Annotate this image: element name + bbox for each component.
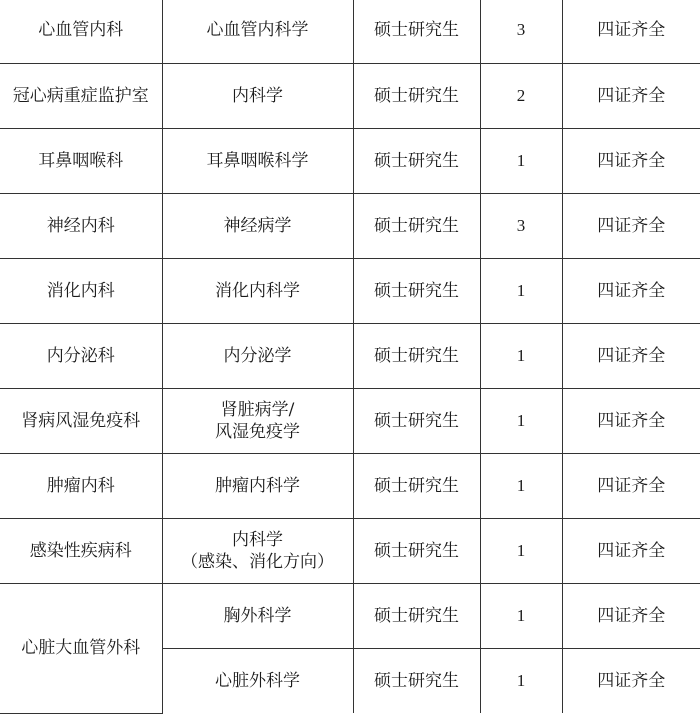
major-cell: 肿瘤内科学 (162, 453, 353, 518)
education-cell: 硕士研究生 (353, 648, 480, 713)
table-row (0, 453, 700, 518)
major-line: （感染、消化方向） (181, 551, 334, 572)
dept-cell: 耳鼻咽喉科 (0, 128, 162, 193)
count-cell: 1 (480, 258, 562, 323)
major-cell: 内科学 (162, 63, 353, 128)
table-row (0, 518, 700, 583)
dept-cell: 心脏大血管外科 (0, 583, 162, 713)
major-cell (162, 388, 353, 453)
table-row (0, 128, 700, 193)
dept-cell: 冠心病重症监护室 (0, 63, 162, 128)
dept-cell: 肿瘤内科 (0, 453, 162, 518)
dept-cell: 内分泌科 (0, 323, 162, 388)
education-cell: 硕士研究生 (353, 258, 480, 323)
education-cell: 硕士研究生 (353, 128, 480, 193)
table-row (0, 323, 700, 388)
count-cell: 3 (480, 0, 562, 63)
table-row (0, 0, 700, 63)
education-cell: 硕士研究生 (353, 518, 480, 583)
cert-cell: 四证齐全 (562, 193, 700, 258)
cert-cell: 四证齐全 (562, 258, 700, 323)
dept-cell: 感染性疾病科 (0, 518, 162, 583)
cert-cell: 四证齐全 (562, 453, 700, 518)
major-line: 肾脏病学/ (220, 399, 295, 420)
table-row (0, 583, 700, 648)
count-cell: 1 (480, 583, 562, 648)
education-cell: 硕士研究生 (353, 583, 480, 648)
count-cell: 1 (480, 128, 562, 193)
table-row (0, 63, 700, 128)
education-cell: 硕士研究生 (353, 63, 480, 128)
cert-cell: 四证齐全 (562, 63, 700, 128)
count-cell: 1 (480, 453, 562, 518)
cert-cell: 四证齐全 (562, 648, 700, 713)
dept-cell: 神经内科 (0, 193, 162, 258)
major-cell: 心脏外科学 (162, 648, 353, 713)
dept-cell: 消化内科 (0, 258, 162, 323)
dept-cell: 心血管内科 (0, 0, 162, 63)
cert-cell: 四证齐全 (562, 323, 700, 388)
major-cell (162, 518, 353, 583)
cert-cell: 四证齐全 (562, 128, 700, 193)
major-line: 风湿免疫学 (215, 421, 300, 442)
count-cell: 3 (480, 193, 562, 258)
table-row (0, 388, 700, 453)
cert-cell: 四证齐全 (562, 0, 700, 63)
major-cell: 心血管内科学 (162, 0, 353, 63)
education-cell: 硕士研究生 (353, 388, 480, 453)
major-cell: 内分泌学 (162, 323, 353, 388)
education-cell: 硕士研究生 (353, 193, 480, 258)
count-cell: 2 (480, 63, 562, 128)
count-cell: 1 (480, 323, 562, 388)
count-cell: 1 (480, 648, 562, 713)
dept-cell: 肾病风湿免疫科 (0, 388, 162, 453)
major-cell: 神经病学 (162, 193, 353, 258)
major-cell: 耳鼻咽喉科学 (162, 128, 353, 193)
education-cell: 硕士研究生 (353, 0, 480, 63)
major-cell: 消化内科学 (162, 258, 353, 323)
education-cell: 硕士研究生 (353, 453, 480, 518)
education-cell: 硕士研究生 (353, 323, 480, 388)
cert-cell: 四证齐全 (562, 518, 700, 583)
count-cell: 1 (480, 518, 562, 583)
count-cell: 1 (480, 388, 562, 453)
table-row (0, 258, 700, 323)
major-line: 内科学 (232, 529, 283, 550)
table-row (0, 193, 700, 258)
major-cell: 胸外科学 (162, 583, 353, 648)
cert-cell: 四证齐全 (562, 583, 700, 648)
cert-cell: 四证齐全 (562, 388, 700, 453)
